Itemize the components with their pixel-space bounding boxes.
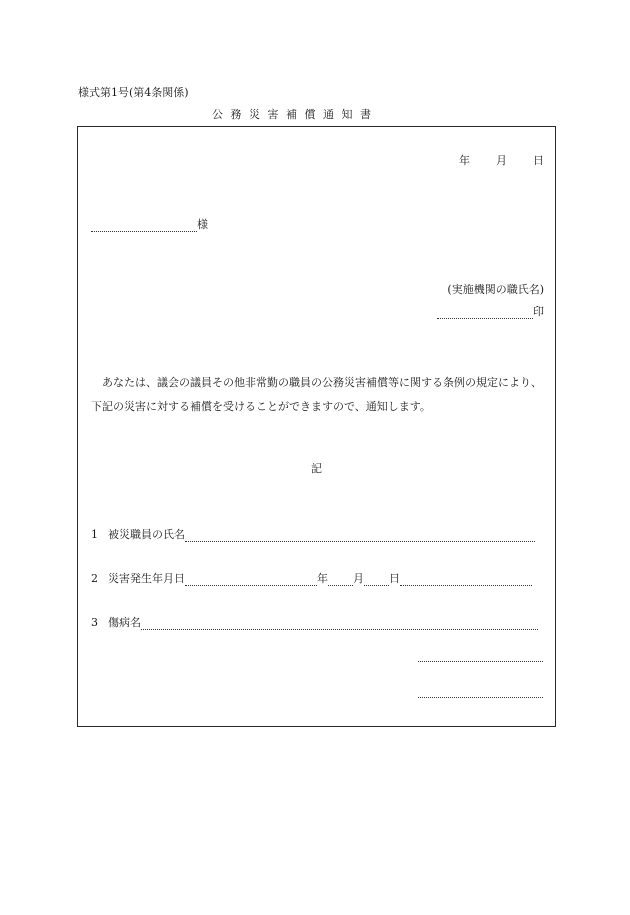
notice-body: あなたは、議会の議員その他非常勤の職員の公務災害補償等に関する条例の規定により、下記の災害に対する補償を受けることができますので、通知します。 xyxy=(91,376,542,413)
item-number: 3 xyxy=(91,616,98,629)
date-line xyxy=(459,152,544,168)
incident-day-field[interactable] xyxy=(364,573,389,586)
incident-month-label: 月 xyxy=(353,572,364,585)
injury-name-field[interactable] xyxy=(141,617,538,630)
item-injury-name xyxy=(91,614,538,630)
form-number: 様式第1号(第4条関係) xyxy=(78,86,189,99)
addressee-line xyxy=(91,216,208,232)
item-incident-date xyxy=(91,570,532,586)
item-victim-name xyxy=(91,526,535,542)
seal-mark: 印 xyxy=(533,305,544,318)
injury-extra-line-1[interactable] xyxy=(418,660,543,662)
addressee-field[interactable] xyxy=(91,220,197,232)
ki-heading: 記 xyxy=(311,462,322,475)
item-label: 災害発生年月日 xyxy=(108,572,185,585)
addressee-suffix: 様 xyxy=(197,218,208,231)
document-title: 公務災害補償通知書 xyxy=(212,108,379,121)
incident-year-label: 年 xyxy=(317,572,328,585)
seal-line xyxy=(437,303,544,319)
item-label: 傷病名 xyxy=(108,616,141,629)
date-day-label: 日 xyxy=(533,154,544,167)
item-number: 1 xyxy=(91,528,98,541)
signer-field[interactable] xyxy=(437,307,533,319)
incident-year-field[interactable] xyxy=(185,573,317,586)
injury-extra-line-2[interactable] xyxy=(418,696,543,698)
incident-day-label: 日 xyxy=(389,572,400,585)
item-number: 2 xyxy=(91,572,98,585)
item-label: 被災職員の氏名 xyxy=(108,528,185,541)
date-year-label: 年 xyxy=(459,154,470,167)
org-label: (実施機関の職氏名) xyxy=(447,283,544,296)
incident-trailing-field[interactable] xyxy=(400,573,532,586)
victim-name-field[interactable] xyxy=(185,529,535,542)
incident-month-field[interactable] xyxy=(328,573,353,586)
date-month-label: 月 xyxy=(496,154,507,167)
